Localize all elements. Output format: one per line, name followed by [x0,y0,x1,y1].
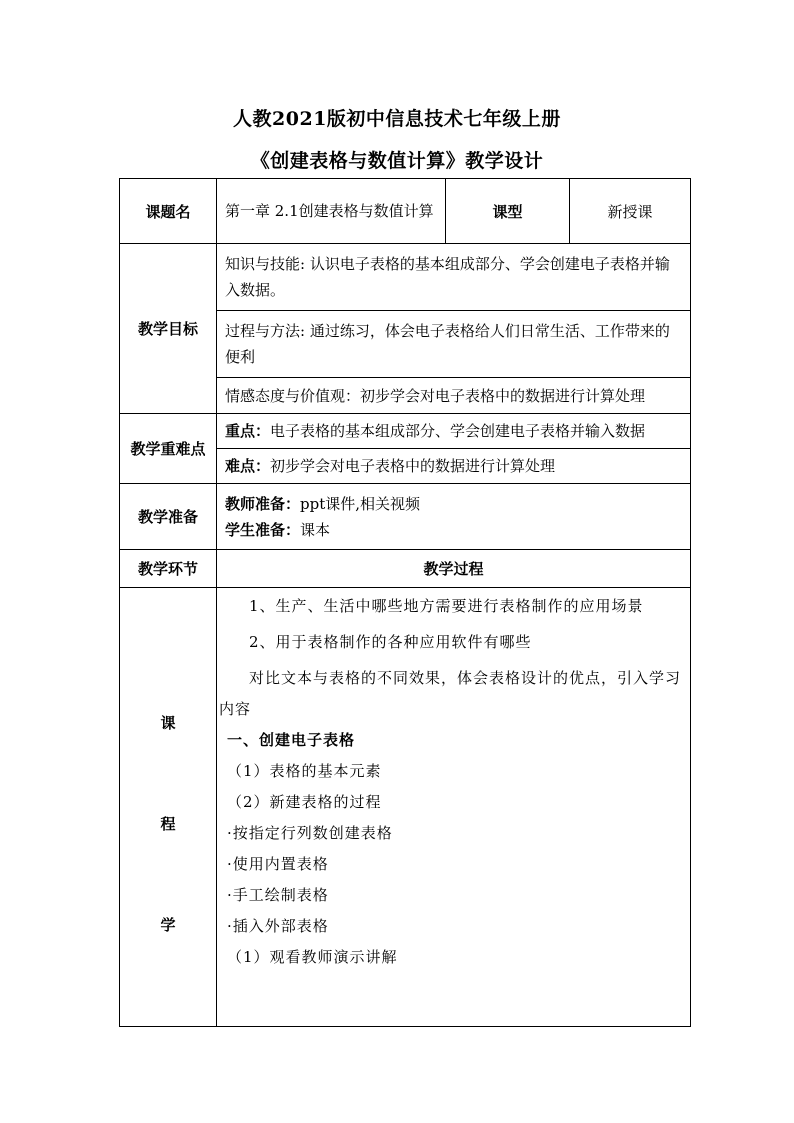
difficulty-item [217,449,690,484]
bullet-draw: ·手工绘制表格 [227,886,329,904]
process-row [120,588,691,1027]
lesson-type-label: 课型 [446,179,570,244]
student-prep-label: 学生准备： [225,520,301,539]
difficulty-text: 初步学会对电子表格中的数据进行计算处理 [270,457,556,475]
goals-label: 教学目标 [120,244,217,414]
sub-item-watch-demo: （1）观看教师演示讲解 [227,948,398,966]
key-points-row [120,414,691,484]
process-header: 教学过程 [217,550,691,588]
topic-value: 第一章 2.1创建表格与数值计算 [217,179,446,244]
student-prep-text: 课本 [300,520,331,539]
goals-row [120,244,691,414]
process-content [217,588,691,1027]
prep-label: 教学准备 [120,484,217,550]
difficulty-label: 难点： [225,457,271,475]
key-points-list [217,414,690,483]
bullet-builtin: ·使用内置表格 [227,855,329,873]
teacher-prep-label: 教师准备： [225,494,301,513]
prep-content [217,484,691,550]
bullet-rows-cols: ·按指定行列数创建表格 [227,824,393,842]
focus-label: 重点： [225,422,271,440]
stage-header: 教学环节 [120,550,217,588]
sub-item-new-table: （2）新建表格的过程 [227,793,382,811]
goals-list [217,244,690,413]
topic-row [120,179,691,244]
side-char-3: 学 [160,916,176,934]
key-points-label: 教学重难点 [120,414,217,484]
goal-process: 过程与方法: 通过练习，体会电子表格给人们日常生活、工作带来的便利 [217,311,690,378]
intro-question-1: 1、生产、生活中哪些地方需要进行表格制作的应用场景 [249,597,644,615]
lesson-type-value: 新授课 [570,179,691,244]
side-char-1: 课 [160,714,176,732]
focus-item [217,414,690,449]
teacher-prep-text: ppt课件,相关视频 [300,494,421,513]
process-header-row [120,550,691,588]
goal-knowledge: 知识与技能: 认识电子表格的基本组成部分、学会创建电子表格并输入数据。 [217,244,690,311]
intro-question-2: 2、用于表格制作的各种应用软件有哪些 [249,633,532,651]
topic-label: 课题名 [120,179,217,244]
sub-item-elements: （1）表格的基本元素 [227,762,382,780]
intro-compare: 对比文本与表格的不同效果，体会表格设计的优点，引入学习内容 [219,669,682,718]
lesson-plan-table [119,178,691,1027]
section-heading-create-table: 一、创建电子表格 [227,731,356,749]
process-side [120,588,217,1027]
document-title-line1: 人教2021版初中信息技术七年级上册 [233,108,561,130]
goal-attitude: 情感态度与价值观：初步学会对电子表格中的数据进行计算处理 [225,386,646,405]
bullet-insert-external: ·插入外部表格 [227,917,329,935]
prep-row [120,484,691,550]
focus-text: 电子表格的基本组成部分、学会创建电子表格并输入数据 [270,422,646,440]
side-char-2: 程 [160,815,176,833]
document-title-line2: 《创建表格与数值计算》教学设计 [250,150,544,172]
